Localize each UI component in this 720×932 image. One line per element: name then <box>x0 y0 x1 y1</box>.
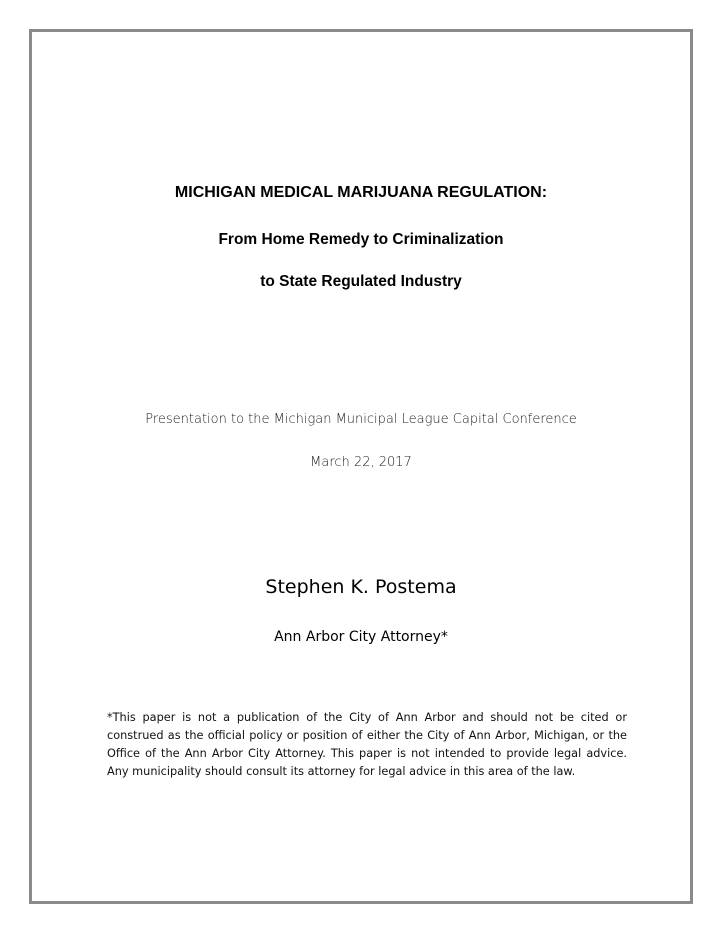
presentation-line: Presentation to the Michigan Municipal League Capital Conference <box>145 412 577 427</box>
author-role: Ann Arbor City Attorney* <box>274 629 448 645</box>
document-subtitle-line1: From Home Remedy to Criminalization <box>218 231 504 248</box>
document-subtitle-line2: to State Regulated Industry <box>260 273 462 290</box>
author-name: Stephen K. Postema <box>265 576 457 598</box>
presentation-date: March 22, 2017 <box>310 455 412 470</box>
disclaimer-paragraph: *This paper is not a publication of the City of Ann Arbor and should not be cited or construed as the official policy or position of either the City of Ann Arbor, Michigan, or the Office of the Ann Arbor City Attorney. This paper is not intended to provide legal advice. Any municipality should consult its attorney for legal advice in this area of the law. <box>107 711 627 778</box>
document-page <box>29 29 693 904</box>
document-title: MICHIGAN MEDICAL MARIJUANA REGULATION: <box>174 184 548 201</box>
